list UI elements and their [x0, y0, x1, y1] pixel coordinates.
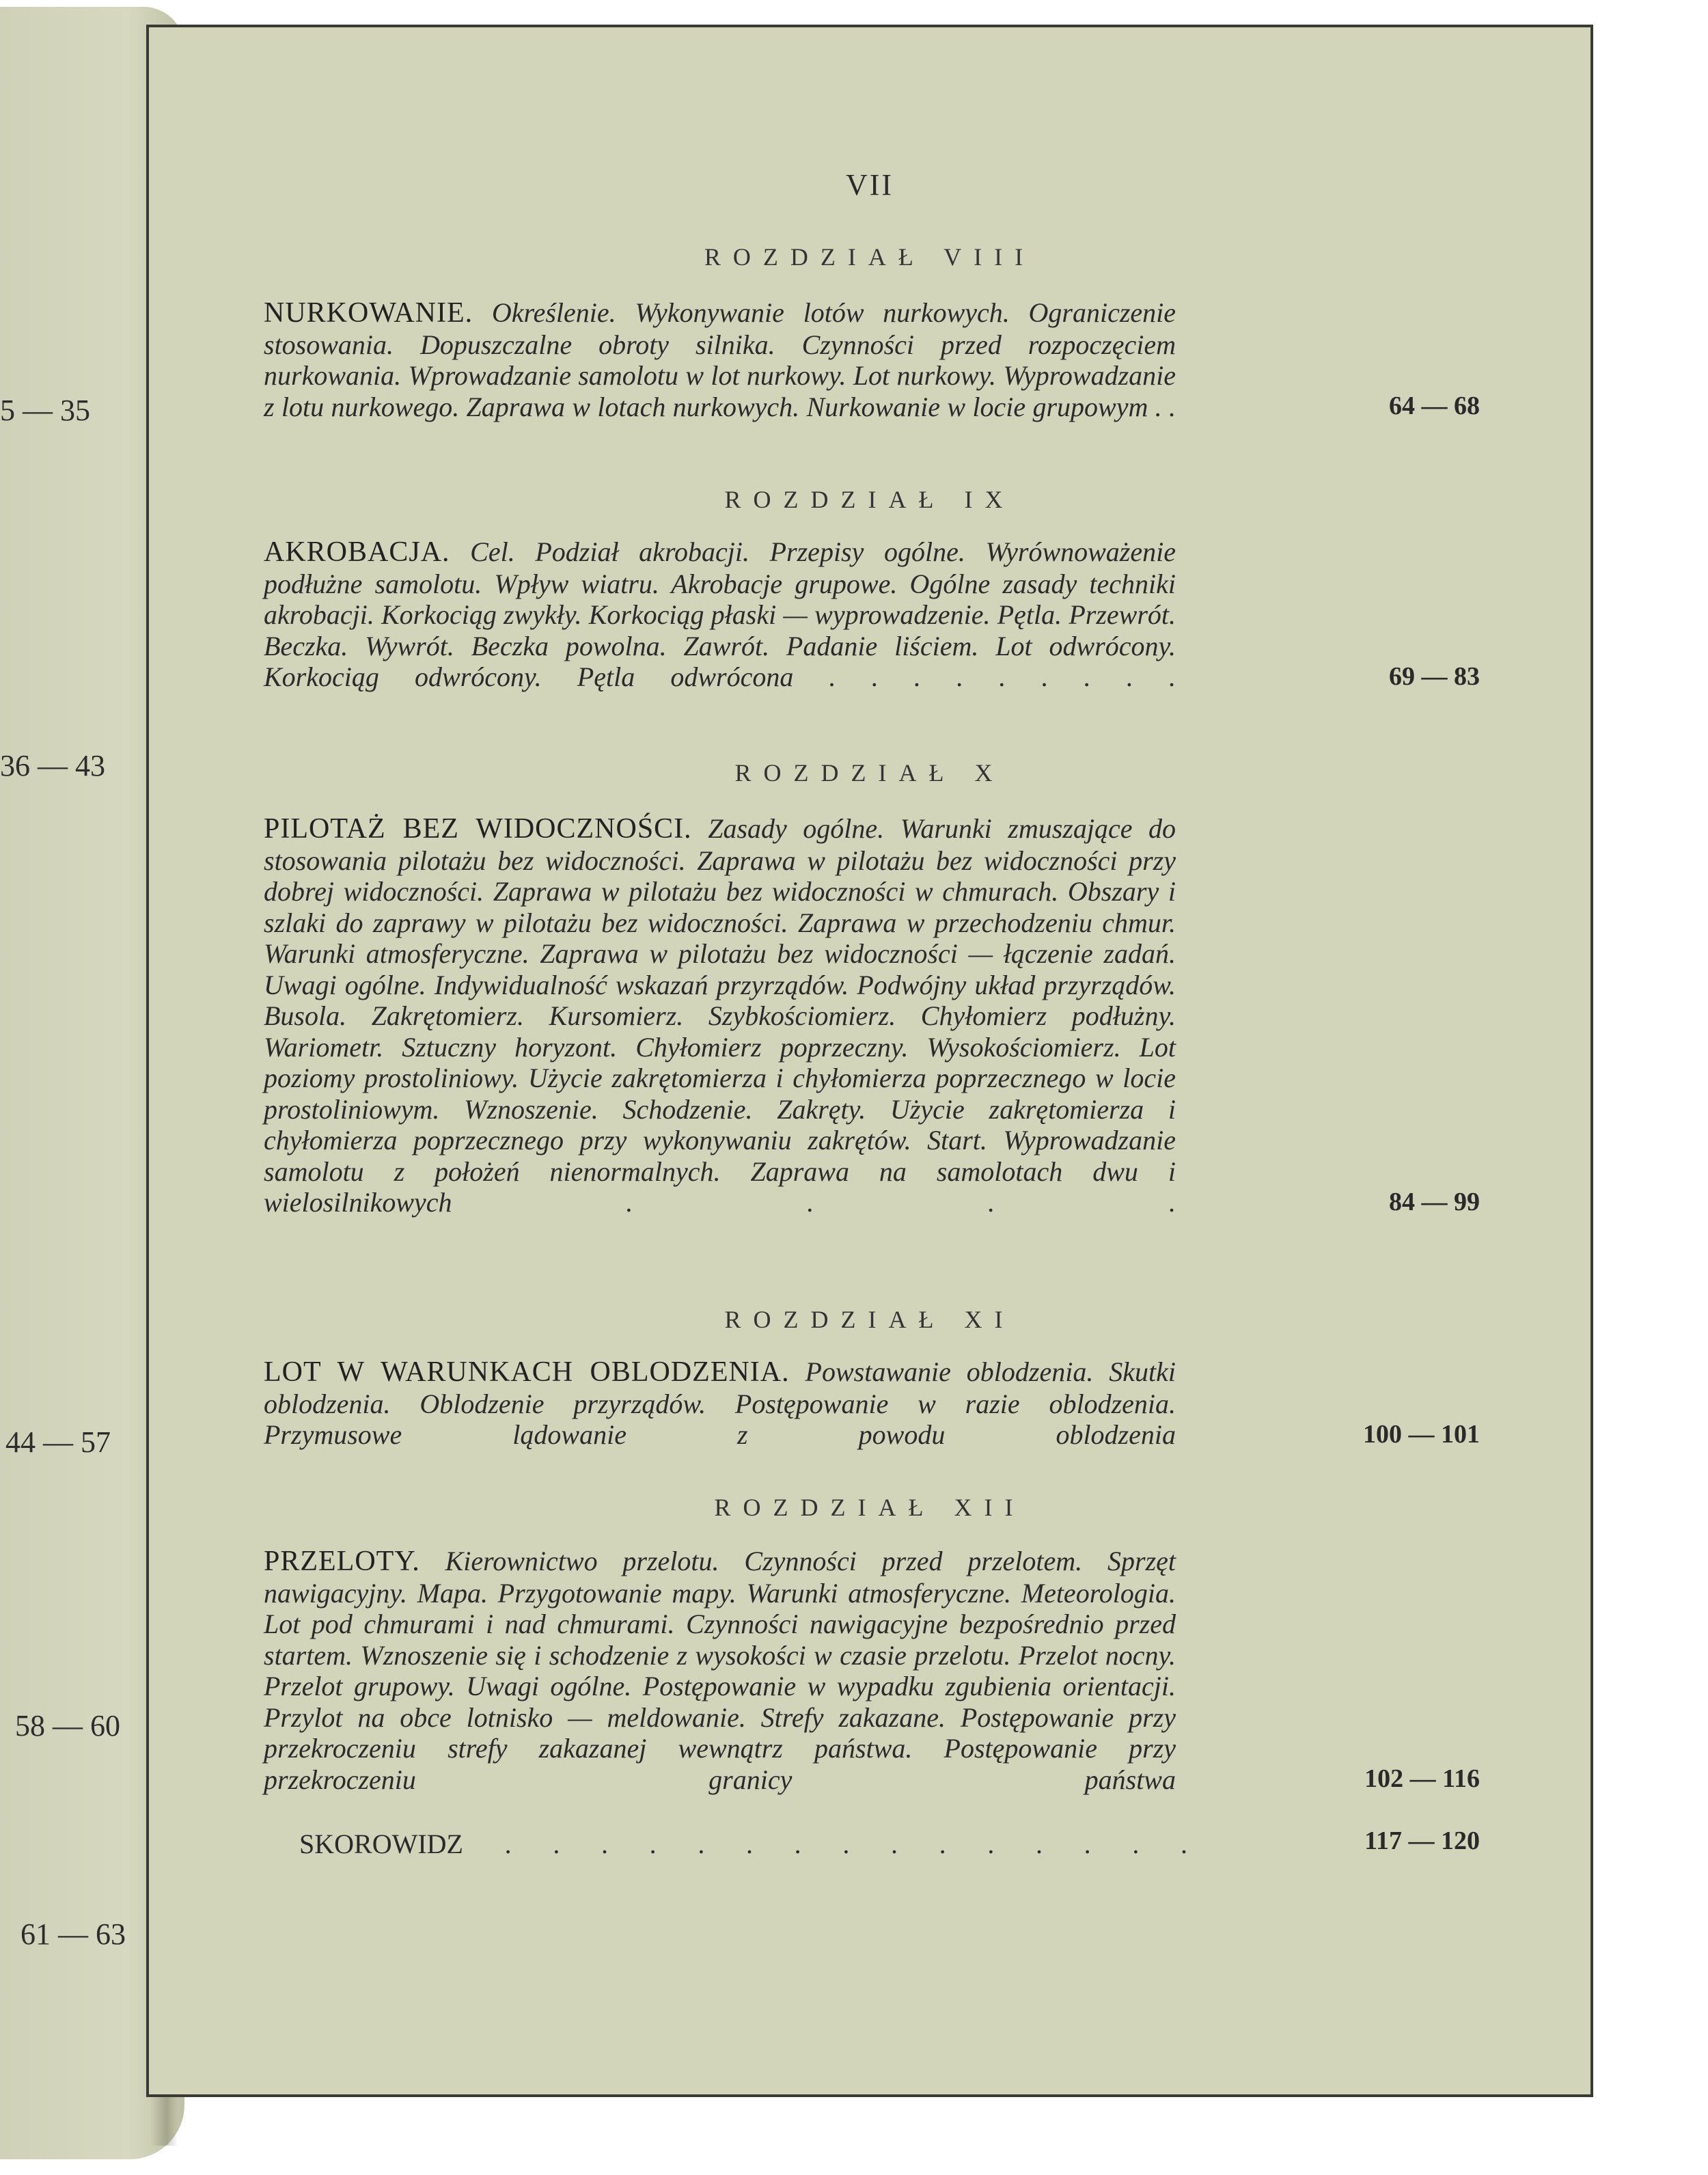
page-number: VII — [845, 168, 894, 202]
entry-description: Cel. Podział akrobacji. Przepisy ogólne. Wyrównoważenie podłużne samolotu. Wpływ wiatru. Akrobacje grupowe. Ogólne zasady techniki akrobacji. Korkociąg zwykły. Korkociąg płaski — wyprowadzenie. Pętla. Przewrót. Beczka. Wywrót. Beczka powolna. Zawrót. Padanie liściem. Lot odwrócony. Korkociąg odwrócony. Pętla odwrócona . . . . . . . . . — [264, 536, 1176, 692]
chapter-heading: ROZDZIAŁ VIII — [704, 243, 1036, 271]
previous-page-range: 58 — 60 — [15, 1709, 120, 1742]
entry-text — [264, 297, 1176, 422]
entry-description: Kierownictwo przelotu. Czynności przed przelotem. Sprzęt nawigacyjny. Mapa. Przygotowanie mapy. Warunki atmosferyczne. Meteorologia. Lot pod chmurami i nad chmurami. Czynności nawigacyjne bezpośrednio przed startem. Wznoszenie się i schodzenie z wysokości w czasie przelotu. Przelot nocny. Przelot grupowy. Uwagi ogólne. Postępowanie w wypadku zgubienia orientacji. Przylot na obce lotnisko — meldowanie. Strefy zakazane. Postępowanie przy przekroczeniu strefy zakazanej wewnątrz państwa. Postępowanie przy przekroczeniu granicy państwa — [264, 1546, 1176, 1795]
entry-title: AKROBACJA. — [264, 536, 450, 568]
entry-pages: 69 — 83 — [1389, 661, 1480, 691]
toc-entry — [264, 813, 1480, 1218]
entry-title: LOT W WARUNKACH OBLODZENIA. — [264, 1356, 790, 1388]
entry-title: PRZELOTY. — [264, 1546, 420, 1577]
entry-text — [264, 536, 1176, 693]
index-pages: 117 — 120 — [1364, 1827, 1480, 1855]
entry-pages: 100 — 101 — [1363, 1419, 1480, 1449]
entry-text — [264, 813, 1176, 1218]
entry-title: NURKOWANIE. — [264, 297, 473, 329]
chapter-heading: ROZDZIAŁ X — [734, 759, 1005, 786]
entry-description: Powstawanie oblodzenia. Skutki oblodzenia. Oblodzenie przyrządów. Postępowanie w razie oblodzenia. Przymusowe lądowanie z powodu oblodzenia — [264, 1356, 1176, 1450]
previous-page-range: 61 — 63 — [20, 1917, 126, 1951]
toc-entry — [264, 1546, 1480, 1795]
index-entry — [299, 1828, 1187, 1860]
entry-description: Zasady ogólne. Warunki zmuszające do stosowania pilotażu bez widoczności. Zaprawa w pilotażu bez widoczności przy dobrej widoczności. Zaprawa w pilotażu bez widoczności w chmurach. Obszary i szlaki do zaprawy w pilotażu bez widoczności. Zaprawa w przechodzeniu chmur. Warunki atmosferyczne. Zaprawa w pilotażu bez widoczności — łączenie zadań. Uwagi ogólne. Indywidualność wskazań przyrządów. Podwójny układ przyrządów. Busola. Zakrętomierz. Kursomierz. Szybkościomierz. Chyłomierz podłużny. Wariometr. Sztuczny horyzont. Chyłomierz poprzeczny. Wysokościomierz. Lot poziomy prostoliniowy. Użycie zakrętomierza i chyłomierza poprzecznego w locie prostoliniowym. Wznoszenie. Schodzenie. Zakręty. Użycie zakrętomierza i chyłomierza poprzecznego przy wykonywaniu zakrętów. Start. Wyprowadzanie samolotu z położeń nienormalnych. Zaprawa na samolotach dwu i wielosilnikowych . . . . — [264, 813, 1176, 1218]
entry-pages: 84 — 99 — [1389, 1187, 1480, 1216]
previous-page-range: 36 — 43 — [0, 749, 105, 782]
previous-page-range: 5 — 35 — [0, 394, 90, 427]
previous-page-range: 44 — 57 — [5, 1425, 111, 1459]
book-page — [149, 27, 1590, 2094]
entry-text — [264, 1356, 1176, 1451]
toc-entry — [264, 536, 1480, 693]
entry-text — [264, 1546, 1176, 1795]
toc-entry — [264, 1356, 1480, 1451]
entry-pages: 64 — 68 — [1389, 392, 1480, 420]
chapter-heading: ROZDZIAŁ XII — [714, 1494, 1025, 1521]
entry-description: Określenie. Wykonywanie lotów nurkowych. Ograniczenie stosowania. Dopuszczalne obroty silnika. Czynności przed rozpoczęciem nurkowania. Wprowadzanie samolotu w lot nurkowy. Lot nurkowy. Wyprowadzanie z lotu nurkowego. Zaprawa w lotach nurkowych. Nurkowanie w locie grupowym . . — [264, 297, 1176, 422]
entry-pages: 102 — 116 — [1364, 1764, 1480, 1793]
toc-entry — [264, 297, 1480, 422]
entry-title: PILOTAŻ BEZ WIDOCZNOŚCI. — [264, 813, 692, 845]
index-leader: . . . . . . . . . . . . . . . — [504, 1829, 1188, 1859]
chapter-heading: ROZDZIAŁ XI — [724, 1306, 1015, 1333]
index-title: SKOROWIDZ — [299, 1829, 463, 1859]
chapter-heading: ROZDZIAŁ IX — [724, 486, 1015, 513]
